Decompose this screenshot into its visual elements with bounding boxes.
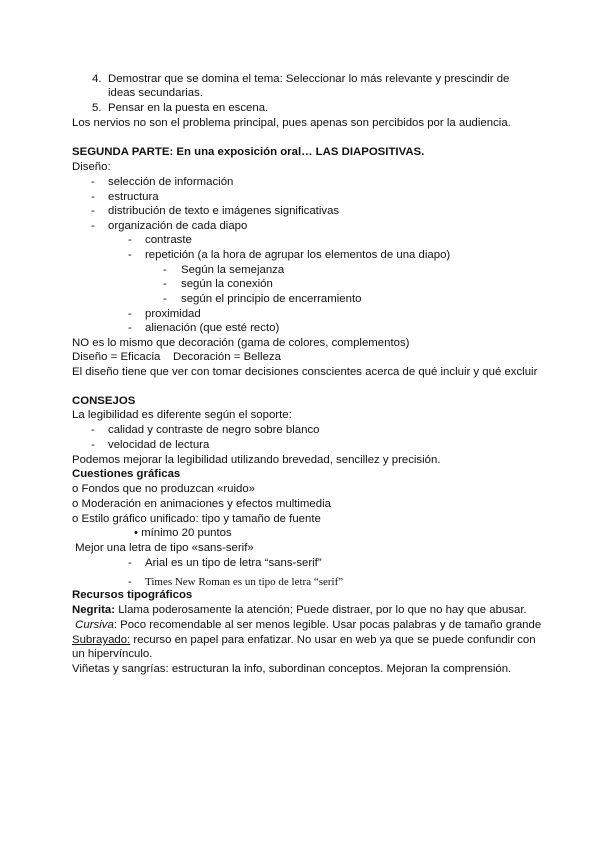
dash-bullet: -: [163, 293, 167, 305]
dash-bullet: -: [128, 249, 132, 261]
list-item: o Moderación en animaciones y efectos multimedia: [72, 498, 331, 510]
dash-bullet: -: [128, 234, 132, 246]
paragraph: Podemos mejorar la legibilidad utilizando brevedad, sencillez y precisión.: [72, 454, 441, 466]
paragraph: La legibilidad es diferente según el soporte:: [72, 409, 292, 421]
dash-bullet: -: [91, 191, 95, 203]
list-item: velocidad de lectura: [108, 439, 210, 451]
italic-text: : Poco recomendable al ser menos legible. Usar pocas palabras y de tamaño grande: [113, 619, 542, 631]
bold-label: Negrita:: [72, 604, 116, 616]
paragraph: Viñetas y sangrías: estructuran la info, subordinan conceptos. Mejoran la comprensión.: [72, 663, 512, 675]
list-item: contraste: [145, 234, 192, 246]
dash-bullet: -: [128, 308, 132, 320]
list-number: 5.: [92, 102, 102, 114]
paragraph: El diseño tiene que ver con tomar decisiones conscientes acerca de qué incluir y qué excluir: [72, 366, 538, 378]
list-item: o Estilo gráfico unificado: tipo y tamaño de fuente: [72, 513, 321, 525]
list-item: proximidad: [145, 308, 201, 320]
dash-bullet: -: [91, 424, 95, 436]
list-item: Arial es un tipo de letra “sans-serif”: [145, 557, 322, 569]
dash-bullet: -: [91, 220, 95, 232]
paragraph: Diseño = Eficacia Decoración = Belleza: [72, 351, 281, 363]
list-item-text: Demostrar que se domina el tema: Seleccionar lo más relevante y prescindir de: [108, 73, 510, 85]
paragraph: Diseño:: [72, 161, 111, 173]
bold-text: Llama poderosamente la atención; Puede distraer, por lo que no hay que abusar.: [115, 604, 527, 616]
dash-bullet: -: [91, 176, 95, 188]
list-item: • mínimo 20 puntos: [134, 527, 232, 539]
list-item-text: ideas secundarias.: [108, 87, 203, 99]
list-item: estructura: [108, 191, 159, 203]
italic-label: Cursiva: [75, 619, 114, 631]
dash-bullet: -: [128, 322, 132, 334]
list-item: según el principio de encerramiento: [181, 293, 362, 305]
paragraph: [72, 618, 541, 632]
dash-bullet: -: [128, 557, 132, 569]
list-item-text: Pensar en la puesta en escena.: [108, 102, 269, 114]
paragraph: Mejor una letra de tipo «sans-serif»: [72, 542, 254, 554]
list-item: calidad y contraste de negro sobre blanco: [108, 424, 320, 436]
dash-bullet: -: [128, 576, 132, 588]
paragraph: Los nervios no son el problema principal, pues apenas son percibidos por la audiencia.: [72, 117, 511, 129]
list-item: Times New Roman es un tipo de letra “serif”: [145, 576, 344, 588]
section-heading: SEGUNDA PARTE: En una exposición oral… LAS DIAPOSITIVAS.: [72, 146, 425, 158]
dash-bullet: -: [163, 278, 167, 290]
subheading: Recursos tipográficos: [72, 589, 193, 601]
dash-bullet: -: [163, 264, 167, 276]
underline-text: recurso en papel para enfatizar. No usar en web ya que se puede confundir con: [130, 634, 536, 646]
list-number: 4.: [92, 73, 102, 85]
dash-bullet: -: [91, 205, 95, 217]
list-item: selección de información: [108, 176, 234, 188]
subheading: Cuestiones gráficas: [72, 468, 181, 480]
list-item: repetición (a la hora de agrupar los elementos de una diapo): [145, 249, 451, 261]
paragraph: NO es lo mismo que decoración (gama de colores, complementos): [72, 337, 410, 349]
section-heading: CONSEJOS: [72, 395, 136, 407]
list-item: Según la semejanza: [181, 264, 285, 276]
list-item: alienación (que esté recto): [145, 322, 280, 334]
paragraph: [72, 633, 536, 647]
paragraph: [72, 603, 527, 617]
dash-bullet: -: [91, 439, 95, 451]
list-item: según la conexión: [181, 278, 273, 290]
list-item: distribución de texto e imágenes significativas: [108, 205, 340, 217]
list-item: organización de cada diapo: [108, 220, 248, 232]
list-item: o Fondos que no produzcan «ruido»: [72, 483, 256, 495]
paragraph: un hipervínculo.: [72, 648, 153, 660]
underline-label: Subrayado:: [72, 634, 131, 646]
